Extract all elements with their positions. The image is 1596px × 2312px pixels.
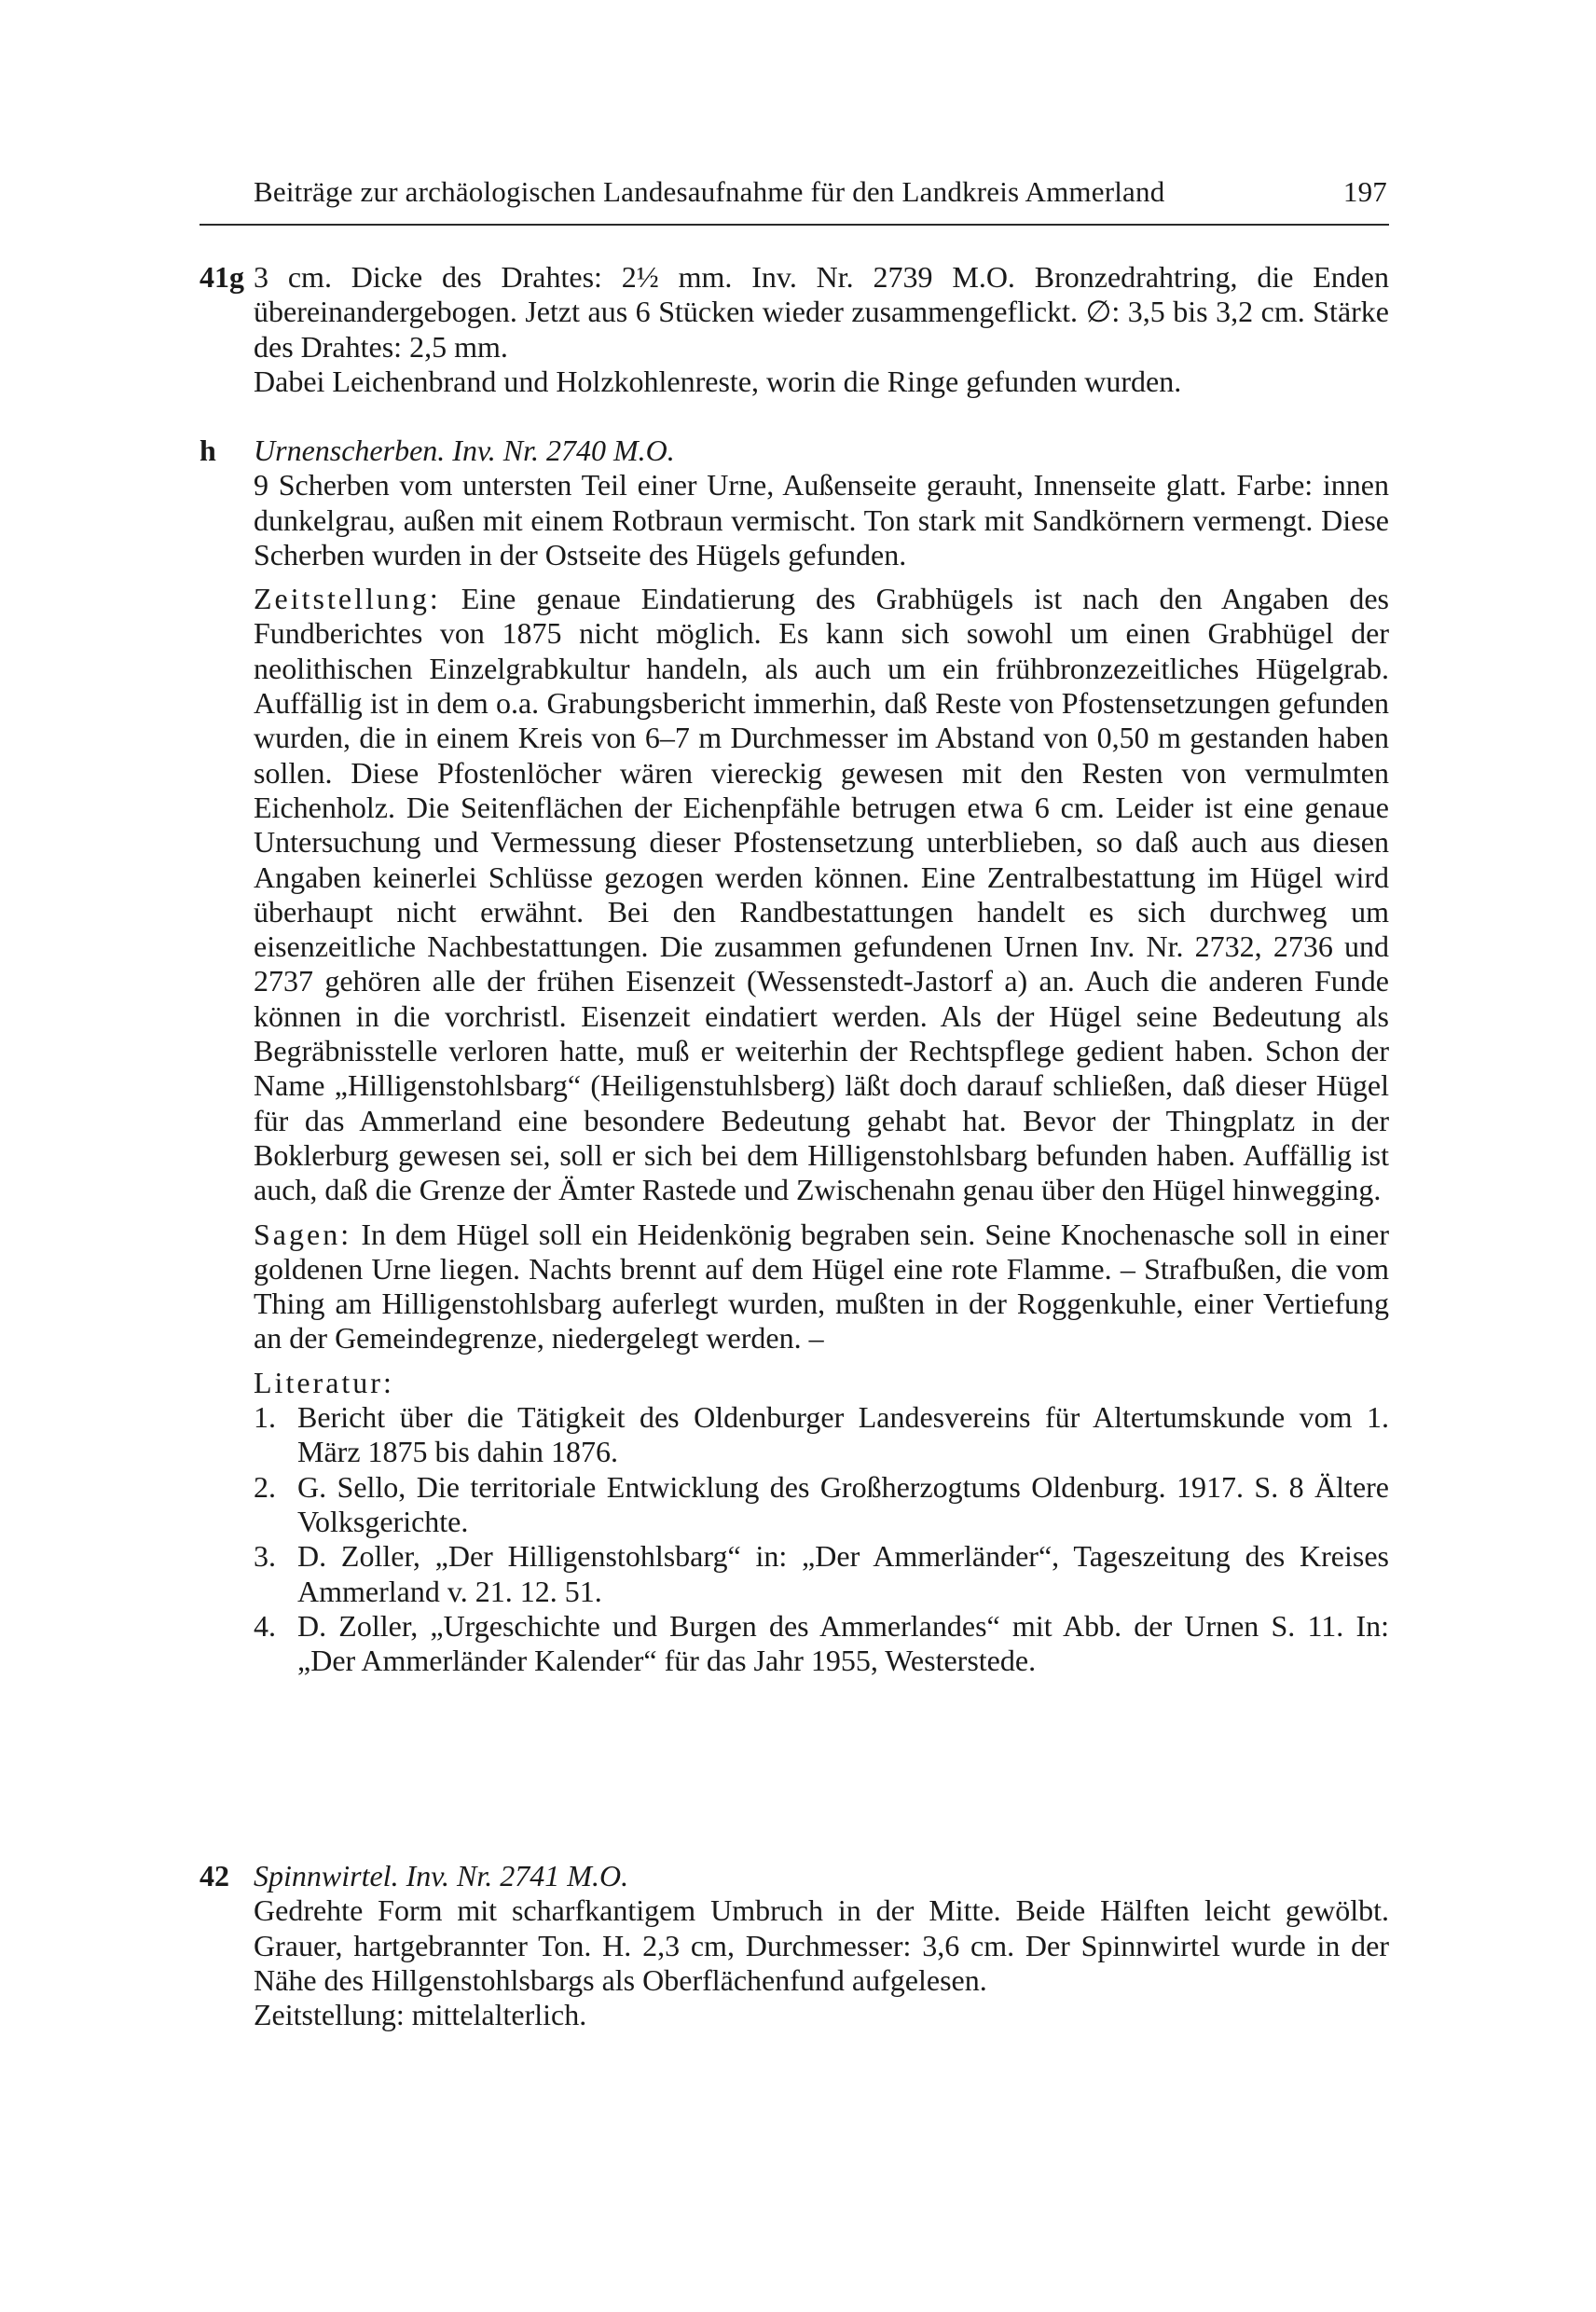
page-number: 197 <box>1342 175 1387 208</box>
zeitstellung-line: Zeitstellung: mittelalterlich. <box>254 1998 587 2032</box>
section-label: Zeitstellung: <box>254 582 441 616</box>
literature-item: 3. D. Zoller, „Der Hilligenstohlsbarg“ in: „Der Ammerländer“, Tageszeitung des Kreises Ammerland v. 21. 12. 51. <box>254 1539 1389 1608</box>
literature-list <box>254 1400 1389 1678</box>
zeitstellung-paragraph <box>254 582 1389 1207</box>
entry-text <box>254 260 1389 399</box>
literatur-label: Literatur: <box>254 1365 394 1399</box>
literature-item: 1. Bericht über die Tätigkeit des Oldenburger Landesvereins für Altertumskunde vom 1. März 1875 bis dahin 1876. <box>254 1400 1389 1469</box>
literature-item: 2. G. Sello, Die territoriale Entwicklung des Großherzogtums Oldenburg. 1917. S. 8 Ältere Volksgerichte. <box>254 1469 1389 1538</box>
paragraph: Gedrehte Form mit scharfkantigem Umbruch in der Mitte. Beide Hälften leicht gewölbt. Grauer, hartgebrannter Ton. H. 2,3 cm, Durchmesser: 3,6 cm. Der Spinnwirtel wurde in der Nähe des Hillgenstohlsbargs als Oberflächenfund aufgelesen. <box>254 1893 1389 1997</box>
section-text: Eine genaue Eindatierung des Grabhügels ist nach den Angaben des Fundberichtes von 1875 nicht möglich. Es kann sich sowohl um einen Grabhügel der neolithischen Einzelgrabkultur handeln, als auch um ein frühbronzezeitliches Hügelgrab. Auffällig ist in dem o.a. Grabungsbericht immerhin, daß Reste von Pfostensetzungen gefunden wurden, die in einem Kreis von 6–7 m Durchmesser im Abstand von 0,50 m gestanden haben sollen. Diese Pfostenlöcher wären viereckig gewesen mit den Resten von vermulmten Eichenholz. Die Seitenflächen der Eichenpfähle betrugen etwa 6 cm. Leider ist eine genaue Untersuchung und Vermessung dieser Pfostensetzung unterblieben, so daß auch aus diesen Angaben keinerlei Schlüsse gezogen werden können. Eine Zentralbestattung im Hügel wird überhaupt nicht erwähnt. Bei den Randbestattungen handelt es sich durchweg um eisenzeitliche Nachbestattungen. Die zusammen gefundenen Urnen Inv. Nr. 2732, 2736 und 2737 gehören alle der frühen Eisenzeit (Wessenstedt-Jastorf a) an. Auch die anderen Funde können in die vorchristl. Eisenzeit eindatiert werden. Als der Hügel seine Bedeutung als Begräbnisstelle verloren hatte, muß er weiterhin der Rechtspflege gedient haben. Schon der Name „Hilligenstohlsbarg“ (Heiligenstuhlsberg) läßt doch darauf schließen, daß dieser Hügel für das Ammerland eine besondere Bedeutung gehabt hat. Bevor der Thingplatz in der Boklerburg gewesen sei, soll er sich bei dem Hilligenstohlsbarg befunden haben. Auffällig ist auch, daß die Grenze der Ämter Rastede und Zwischenahn genau über den Hügel hinwegging. <box>254 582 1390 1207</box>
paragraph: 3 cm. Dicke des Drahtes: 2½ mm. Inv. Nr. 2739 M.O. Bronzedrahtring, die Enden übereinandergebogen. Jetzt aus 6 Stücken wieder zusammengeflickt. ∅: 3,5 bis 3,2 cm. Stärke des Drahtes: 2,5 mm. <box>254 260 1389 364</box>
section-label: Sagen: <box>254 1217 352 1251</box>
entry-label: 42 <box>200 1859 229 1892</box>
running-title: Beiträge zur archäologischen Landesaufnahme für den Landkreis Ammerland <box>254 175 1165 208</box>
item-title: Urnenscherben. Inv. Nr. 2740 M.O. <box>254 434 675 467</box>
paragraph: 9 Scherben vom untersten Teil einer Urne, Außenseite gerauht, Innenseite glatt. Farbe: innen dunkelgrau, außen mit einem Rotbraun vermischt. Ton stark mit Sandkörnern vermengt. Diese Scherben wurden in der Ostseite des Hügels gefunden. <box>254 468 1389 571</box>
running-head <box>254 175 1387 209</box>
section-text: In dem Hügel soll ein Heidenkönig begraben sein. Seine Knochenasche soll in einer goldenen Urne liegen. Nachts brennt auf dem Hügel eine rote Flamme. – Strafbußen, die vom Thing am Hilligenstohlsbarg auferlegt wurden, mußten in der Roggenkuhle, einer Vertiefung an der Gemeindegrenze, niedergelegt werden. – <box>254 1217 1390 1356</box>
entry-text <box>254 1859 1389 2032</box>
sagen-paragraph <box>254 1218 1389 1356</box>
header-rule <box>200 224 1389 226</box>
entry-41g <box>200 260 1389 399</box>
entry-42 <box>200 1859 1389 2032</box>
entry-h <box>200 434 1389 1678</box>
paragraph: Dabei Leichenbrand und Holzkohlenreste, worin die Ringe gefunden wurden. <box>254 364 1182 398</box>
entry-label: h <box>200 434 216 467</box>
entry-label: 41g <box>200 260 244 294</box>
literature-item: 4. D. Zoller, „Urgeschichte und Burgen des Ammerlandes“ mit Abb. der Urnen S. 11. In: „Der Ammerländer Kalender“ für das Jahr 1955, Westerstede. <box>254 1608 1389 1678</box>
item-title: Spinnwirtel. Inv. Nr. 2741 M.O. <box>254 1859 629 1892</box>
entry-text <box>254 434 1389 1678</box>
